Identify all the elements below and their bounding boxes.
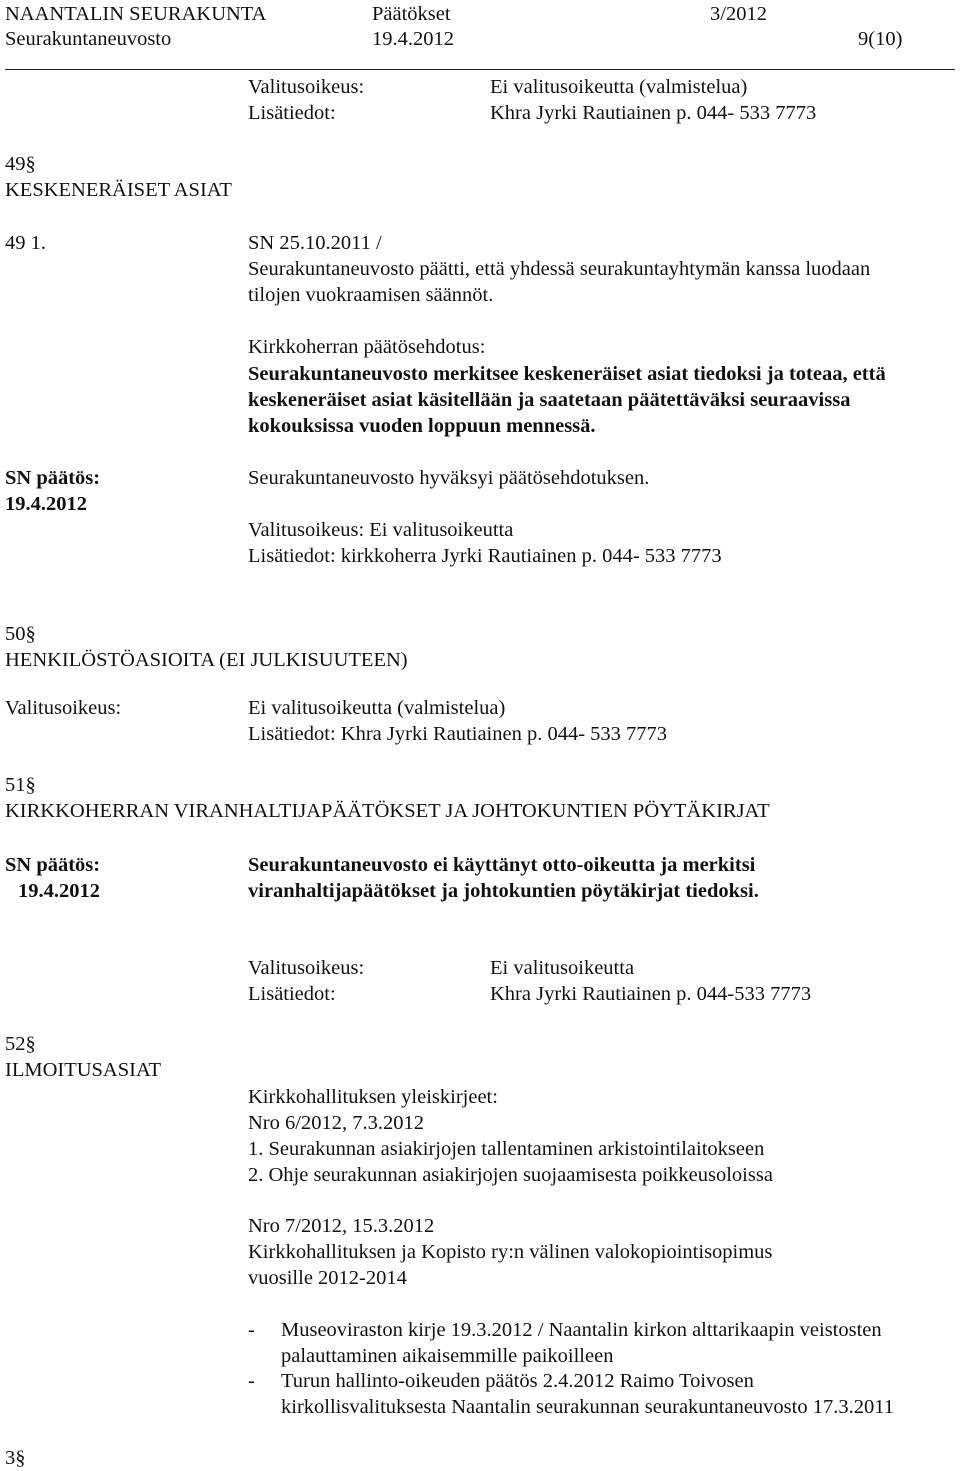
decision-date: 19.4.2012	[18, 880, 100, 902]
section-title: KESKENERÄISET ASIAT	[5, 179, 232, 201]
info-line: Lisätiedot: kirkkoherra Jyrki Rautiainen p. 044- 533 7773	[248, 545, 722, 567]
letter-item: 2. Ohje seurakunnan asiakirjojen suojaamisesta poikkeusoloissa	[248, 1164, 773, 1186]
decision-line: viranhaltijapäätökset ja johtokuntien pöytäkirjat tiedoksi.	[248, 880, 759, 902]
section-title: HENKILÖSTÖASIOITA (EI JULKISUUTEEN)	[5, 649, 408, 671]
proposal-label: Kirkkoherran päätösehdotus:	[248, 336, 486, 358]
item-ref: SN 25.10.2011 /	[248, 232, 382, 254]
section-number: 52§	[5, 1033, 36, 1055]
section-number: 50§	[5, 623, 36, 645]
decision-line: Seurakuntaneuvosto ei käyttänyt otto-oikeutta ja merkitsi	[248, 854, 756, 876]
decision-label: SN päätös:	[5, 854, 101, 876]
header-org: NAANTALIN SEURAKUNTA	[5, 3, 267, 25]
proposal-line: keskeneräiset asiat käsitellään ja saatetaan päätettäväksi seuraavissa	[248, 389, 851, 411]
header-doc-type: Päätökset	[372, 3, 451, 25]
appeal-value: Ei valitusoikeutta (valmistelua)	[248, 697, 506, 719]
info-label: Lisätiedot:	[248, 983, 336, 1005]
top-appeal-label: Valitusoikeus:	[248, 76, 365, 98]
letter-ref: Nro 7/2012, 15.3.2012	[248, 1215, 435, 1237]
next-section-number: 3§	[5, 1447, 26, 1469]
item-text-line: Seurakuntaneuvosto päätti, että yhdessä seurakuntayhtymän kanssa luodaan	[248, 258, 871, 280]
decision-text: Seurakuntaneuvosto hyväksyi päätösehdotuksen.	[248, 467, 650, 489]
letters-heading: Kirkkohallituksen yleiskirjeet:	[248, 1086, 498, 1108]
appeal-line: Valitusoikeus: Ei valitusoikeutta	[248, 519, 514, 541]
item-text-line: tilojen vuokraamisen säännöt.	[248, 284, 494, 306]
header-date: 19.4.2012	[372, 28, 454, 50]
section-sign-icon: §	[25, 774, 36, 796]
section-sign-icon: §	[15, 1447, 26, 1469]
section-title: ILMOITUSASIAT	[5, 1059, 162, 1081]
bullet-line: Museoviraston kirje 19.3.2012 / Naantalin kirkon alttarikaapin veistosten	[281, 1319, 882, 1341]
top-info-value: Khra Jyrki Rautiainen p. 044- 533 7773	[490, 102, 817, 124]
bullet-dash: -	[248, 1370, 255, 1392]
bullet-line: kirkollisvalituksesta Naantalin seurakunnan seurakuntaneuvosto 17.3.2011	[281, 1396, 894, 1418]
appeal-value: Ei valitusoikeutta	[490, 957, 635, 979]
letter-line: vuosille 2012-2014	[248, 1267, 407, 1289]
header-body: Seurakuntaneuvosto	[5, 28, 172, 50]
appeal-label: Valitusoikeus:	[248, 957, 365, 979]
section-sign-icon: §	[25, 623, 36, 645]
header-page: 9(10)	[858, 28, 903, 50]
item-number: 49 1.	[5, 232, 46, 254]
bullet-line: palauttaminen aikaisemmille paikoilleen	[281, 1345, 614, 1367]
top-info-label: Lisätiedot:	[248, 102, 336, 124]
info-line: Lisätiedot: Khra Jyrki Rautiainen p. 044- 533 7773	[248, 723, 668, 745]
letter-ref: Nro 6/2012, 7.3.2012	[248, 1112, 424, 1134]
decision-label: SN päätös:	[5, 467, 101, 489]
letter-line: Kirkkohallituksen ja Kopisto ry:n välinen valokopiointisopimus	[248, 1241, 773, 1263]
header-rule	[5, 69, 955, 70]
top-appeal-value: Ei valitusoikeutta (valmistelua)	[490, 76, 748, 98]
section-number: 51§	[5, 774, 36, 796]
section-title: KIRKKOHERRAN VIRANHALTIJAPÄÄTÖKSET JA JOHTOKUNTIEN PÖYTÄKIRJAT	[5, 800, 770, 822]
proposal-line: kokouksissa vuoden loppuun mennessä.	[248, 415, 596, 437]
letter-item: 1. Seurakunnan asiakirjojen tallentaminen arkistointilaitokseen	[248, 1138, 765, 1160]
header-issue: 3/2012	[710, 3, 767, 25]
bullet-line: Turun hallinto-oikeuden päätös 2.4.2012 Raimo Toivosen	[281, 1370, 754, 1392]
info-value: Khra Jyrki Rautiainen p. 044-533 7773	[490, 983, 812, 1005]
section-number: 49§	[5, 153, 36, 175]
section-sign-icon: §	[25, 153, 36, 175]
decision-date: 19.4.2012	[5, 493, 87, 515]
section-sign-icon: §	[25, 1033, 36, 1055]
proposal-line: Seurakuntaneuvosto merkitsee keskeneräiset asiat tiedoksi ja toteaa, että	[248, 363, 886, 385]
bullet-dash: -	[248, 1319, 255, 1341]
appeal-label: Valitusoikeus:	[5, 697, 122, 719]
